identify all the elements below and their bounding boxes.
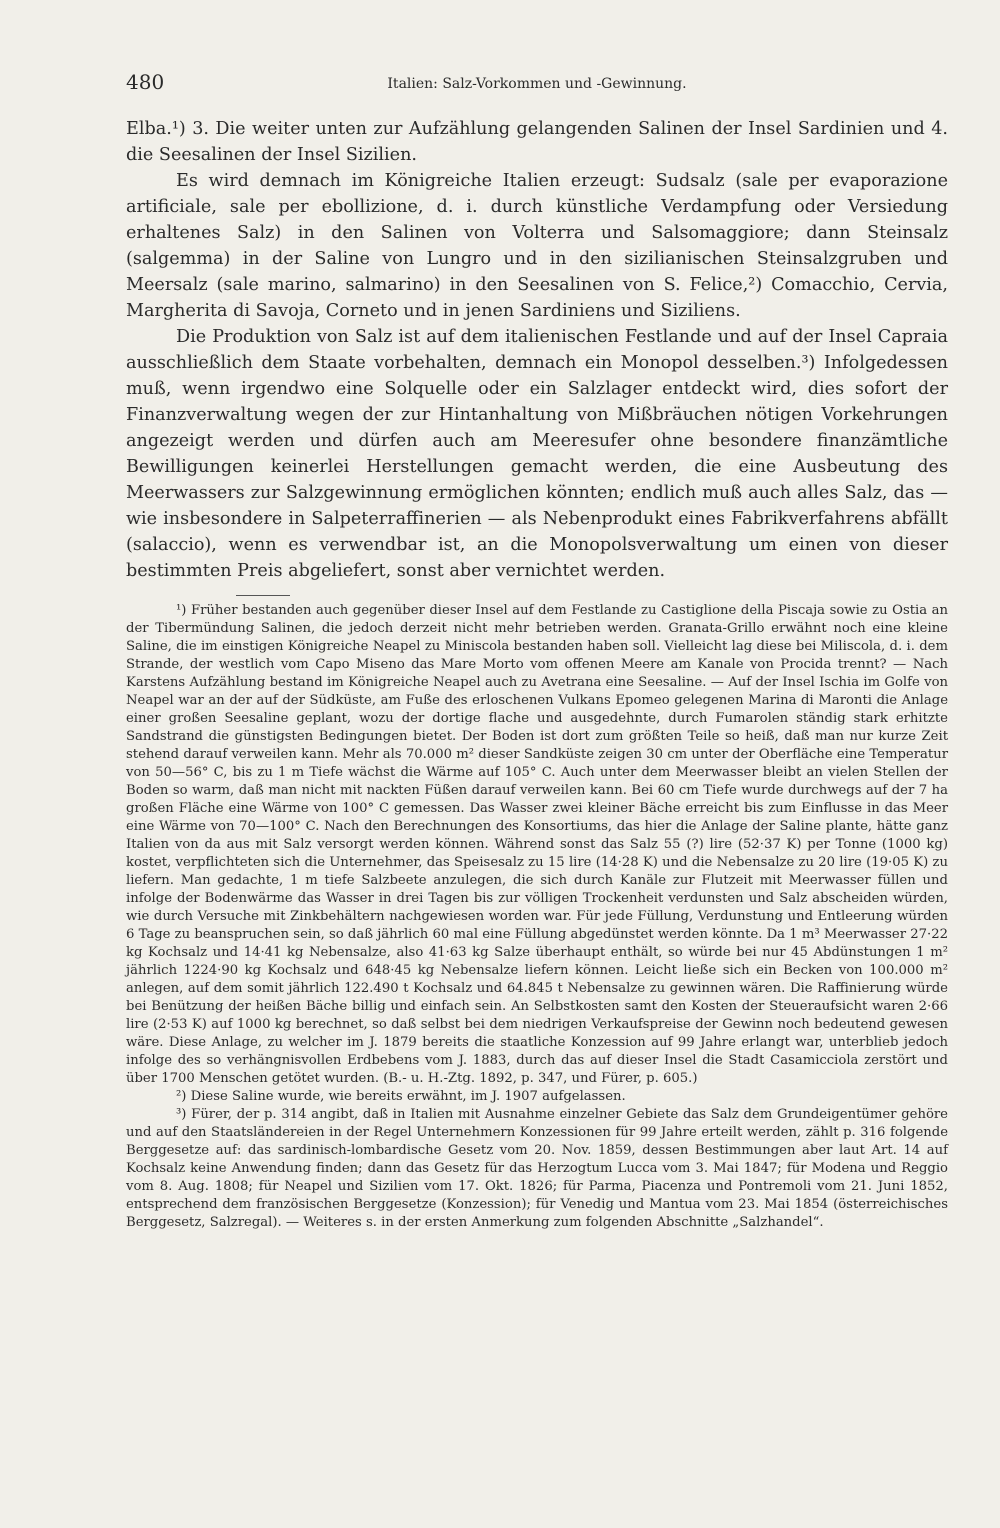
paragraph-3: Die Produktion von Salz ist auf dem italienischen Festlande und auf der Insel Capraia ausschließlich dem Staate vorbehalten, demnach ein Monopol desselben.³) Infolgedessen muß, wenn irgendwo eine Solquelle oder ein Salzlager entdeckt wird, dies sofort der Finanzverwaltung wegen der zur Hintanhaltung von Mißbräuchen nötigen Vorkehrungen angezeigt werden und dürfen auch am Meeresufer ohne besondere finanzämtliche Bewilligungen keinerlei Herstellungen gemacht werden, die eine Ausbeutung des Meerwassers zur Salzgewinnung ermöglichen könnten; endlich muß auch alles Salz, das — wie insbesondere in Salpeterraffinerien — als Nebenprodukt eines Fabrikverfahrens abfällt (salaccio), wenn es verwendbar ist, an die Monopolsverwaltung um einen von dieser bestimmten Preis abgeliefert, sonst aber vernichtet werden. [126,327,948,581]
footnote-2: ²) Diese Saline wurde, wie bereits erwähnt, im J. 1907 aufgelassen. [176,1089,626,1104]
main-text [126,116,948,584]
paragraph-1: Elba.¹) 3. Die weiter unten zur Aufzählung gelangenden Salinen der Insel Sardinien und 4. die Seesalinen der Insel Sizilien. [126,119,948,165]
running-title: Italien: Salz-Vorkommen und -Gewinnung. [387,76,687,92]
footnote-1: ¹) Früher bestanden auch gegenüber dieser Insel auf dem Festlande zu Castiglione della Piscaja sowie zu Ostia an der Tibermündung Salinen, die jedoch derzeit nicht mehr betrieben werden. Granata-Grillo erwähnt noch eine kleine Saline, die im einstigen Königreiche Neapel zu Miniscola bestanden haben soll. Vielleicht lag diese bei Miliscola, d. i. dem Strande, der westlich vom Capo Miseno das Mare Morto vom offenen Meere am Kanale von Procida trennt? — Nach Karstens Aufzählung bestand im Königreiche Neapel auch zu Avetrana eine Seesaline. — Auf der Insel Ischia im Golfe von Neapel war an der auf der Südküste, am Fuße des erloschenen Vulkans Epomeo gelegenen Marina di Maronti die Anlage einer großen Seesaline geplant, wozu der dortige flache und ausgedehnte, durch Fumarolen ständig stark erhitzte Sandstrand die günstigsten Bedingungen bietet. Der Boden ist dort zum größten Teile so heiß, daß man nur kurze Zeit stehend darauf verweilen kann. Mehr als 70.000 m² dieser Sandküste zeigen 30 cm unter der Oberfläche eine Temperatur von 50—56° C, bis zu 1 m Tiefe wächst die Wärme auf 105° C. Auch unter dem Meerwasser bleibt an vielen Stellen der Boden so warm, daß man nicht mit nackten Füßen darauf verweilen kann. Bei 60 cm Tiefe wurde durchwegs auf der 7 ha großen Fläche eine Wärme von 100° C gemessen. Das Wasser zwei kleiner Bäche erreicht bis zum Einflusse in das Meer eine Wärme von 70—100° C. Nach den Berechnungen des Konsortiums, das hier die Anlage der Saline plante, hätte ganz Italien von da aus mit Salz versorgt werden können. Während sonst das Salz 55 (?) lire (52·37 K) per Tonne (1000 kg) kostet, verpflichteten sich die Unternehmer, das Speisesalz zu 15 lire (14·28 K) und die Nebensalze zu 20 lire (19·05 K) zu liefern. Man gedachte, 1 m tiefe Salzbeete anzulegen, die sich durch Kanäle zur Flutzeit mit Meerwasser füllen und infolge der Bodenwärme das Wasser in drei Tagen bis zur völligen Trockenheit verdunsten und Salz abscheiden würden, wie durch Versuche mit Zinkbehältern nachgewiesen worden war. Für jede Füllung, Verdunstung und Entleerung würden 6 Tage zu beanspruchen sein, so daß jährlich 60 mal eine Füllung abgedünstet werden könnte. Da 1 m³ Meerwasser 27·22 kg Kochsalz und 14·41 kg Nebensalze, also 41·63 kg Salze überhaupt enthält, so würde bei nur 45 Abdünstungen 1 m² jährlich 1224·90 kg Kochsalz und 648·45 kg Nebensalze liefern können. Leicht ließe sich ein Becken von 100.000 m² anlegen, auf dem somit jährlich 122.490 t Kochsalz und 64.845 t Nebensalze zu gewinnen wären. Die Raffinierung würde bei Benützung der heißen Bäche billig und einfach sein. An Selbstkosten samt den Kosten der Steueraufsicht waren 2·66 lire (2·53 K) auf 1000 kg berechnet, so daß selbst bei dem niedrigen Verkaufspreise der Gewinn noch bedeutend gewesen wäre. Diese Anlage, zu welcher im J. 1879 bereits die staatliche Konzession auf 99 Jahre erlangt war, unterblieb jedoch infolge des so verhängnisvollen Erdbebens vom J. 1883, durch das auf dieser Insel die Stadt Casamicciola zerstört und über 1700 Menschen getötet wurden. (B.- u. H.-Ztg. 1892, p. 347, und Fürer, p. 605.) [126,603,948,1086]
footnote-3: ³) Fürer, der p. 314 angibt, daß in Italien mit Ausnahme einzelner Gebiete das Salz dem Grundeigentümer gehöre und auf den Staatsländereien in der Regel Unternehmern Konzessionen für 99 Jahre erteilt werden, zählt p. 316 folgende Berggesetze auf: das sardinisch-lombardische Gesetz vom 20. Nov. 1859, dessen Bestimmungen aber laut Art. 14 auf Kochsalz keine Anwendung finden; dann das Gesetz für das Herzogtum Lucca vom 3. Mai 1847; für Modena und Reggio vom 8. Aug. 1808; für Neapel und Sizilien vom 17. Okt. 1826; für Parma, Piacenza und Pontremoli vom 21. Juni 1852, entsprechend dem französischen Berggesetze (Konzession); für Venedig und Mantua vom 23. Mai 1854 (österreichisches Berggesetz, Salzregal). — Weiteres s. in der ersten Anmerkung zum folgenden Abschnitte „Salzhandel“. [126,1107,948,1230]
page-number: 480 [126,70,165,94]
footnotes [126,602,948,1232]
footnote-separator [236,595,290,596]
paragraph-2: Es wird demnach im Königreiche Italien erzeugt: Sudsalz (sale per evaporazione artificiale, sale per ebollizione, d. i. durch künstliche Verdampfung oder Versiedung erhaltenes Salz) in den Salinen von Volterra und Salsomaggiore; dann Steinsalz (salgemma) in der Saline von Lungro und in den sizilianischen Steinsalzgruben und Meersalz (sale marino, salmarino) in den Seesalinen von S. Felice,²) Comacchio, Cervia, Margherita di Savoja, Corneto und in jenen Sardiniens und Siziliens. [126,171,948,321]
page-header [126,70,948,100]
